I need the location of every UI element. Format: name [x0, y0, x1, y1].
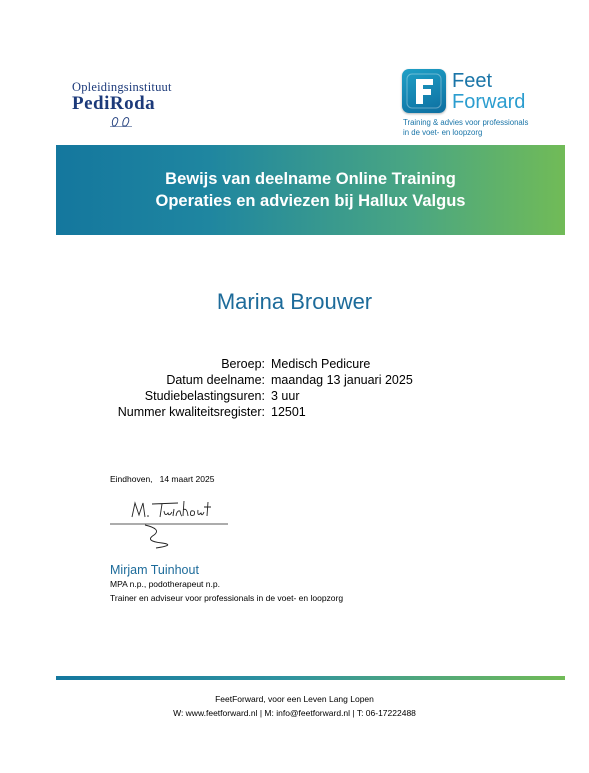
feetforward-tagline-line2: in de voet- en loopzorg — [403, 128, 483, 137]
detail-value-kwaliteitsregister: 12501 — [271, 405, 306, 419]
detail-value-beroep: Medisch Pedicure — [271, 357, 371, 371]
place-and-date: Eindhoven, 14 maart 2025 — [110, 474, 215, 484]
footer-divider — [56, 676, 565, 680]
feetforward-logo-forward: Forward — [452, 91, 526, 113]
signatory-credentials: MPA n.p., podotherapeut n.p. — [110, 579, 220, 589]
signatory-name: Mirjam Tuinhout — [110, 563, 199, 577]
detail-label-beroep: Beroep: — [221, 357, 265, 371]
banner-title-line2: Operaties en adviezen bij Hallux Valgus — [155, 192, 466, 210]
pediroda-logo-wordmark: PediRoda — [72, 93, 156, 114]
feetforward-logo-feet: Feet — [452, 70, 493, 92]
detail-label-kwaliteitsregister: Nummer kwaliteitsregister: — [117, 405, 265, 419]
feetforward-tagline — [403, 118, 528, 138]
detail-value-datum: maandag 13 januari 2025 — [271, 373, 413, 387]
detail-label-studiebelasting: Studiebelastingsuren: — [144, 389, 265, 403]
detail-label-datum: Datum deelname: — [166, 373, 265, 387]
pediroda-logo-subtitle: Opleidingsinstituut — [72, 80, 172, 94]
certificate-title-banner — [56, 145, 565, 235]
participant-name: Marina Brouwer — [216, 289, 373, 314]
handwritten-signature — [110, 495, 235, 550]
feetforward-tagline-line1: Training & advies voor professionals — [403, 118, 529, 127]
detail-value-studiebelasting: 3 uur — [271, 389, 300, 403]
feet-icon — [110, 115, 132, 127]
banner-title-line1: Bewijs van deelname Online Training — [165, 170, 456, 188]
footer-contact: W: www.feetforward.nl | M: info@feetforward.nl | T: 06-17222488 — [173, 708, 416, 718]
feetforward-logo-icon — [402, 69, 446, 113]
footer-slogan: FeetForward, voor een Leven Lang Lopen — [215, 694, 374, 704]
signatory-role: Trainer en adviseur voor professionals in de voet- en loopzorg — [110, 593, 344, 603]
